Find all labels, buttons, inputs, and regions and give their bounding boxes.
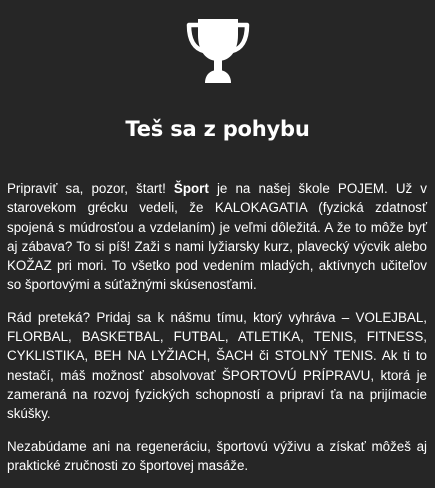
paragraph-intro [7, 179, 427, 295]
paragraph-intro-start: Pripraviť sa, pozor, štart! [7, 181, 174, 196]
section-body [7, 179, 427, 488]
paragraph-teams: Rád preteká? Pridaj sa k nášmu tímu, ktorý vyhráva – VOLEJBAL, FLORBAL, BASKETBAL, FUTBAL, ATLETIKA, TENIS, FITNESS, CYKLISTIKA, BEH NA LYŽIACH, ŠACH či STOLNÝ TENIS. Ak ti to nestačí, máš možnosť absolvovať ŠPORTOVÚ PRÍPRAVU, ktorá je zameraná na rozvoj fyzických schopností a pripraví ťa na prijímacie skúšky. [7, 309, 427, 422]
paragraph-intro-rest: je na našej škole POJEM. Už v starovekom grécku vedeli, že KALOKAGATIA (fyzická zdatnosť spojená s múdrosťou a vzdelaním) je veľmi dôležitá. A že to môže byť aj zábava? To si píš! Zaži s nami lyžiarsky kurz, plavecký výcvik alebo KOŽAZ pri mori. To všetko pod vedením mladých, aktívnych učiteľov so športovými a súťažnými skúsenosťami. [7, 181, 427, 293]
trophy-icon [186, 17, 250, 83]
section-title: Teš sa z pohybu [125, 117, 310, 141]
paragraph-regeneration: Nezabúdame ani na regeneráciu, športovú výživu a získať môžeš aj praktické zručnosti zo športovej masáže. [7, 438, 427, 473]
paragraph-intro-bold: Šport [173, 181, 209, 196]
